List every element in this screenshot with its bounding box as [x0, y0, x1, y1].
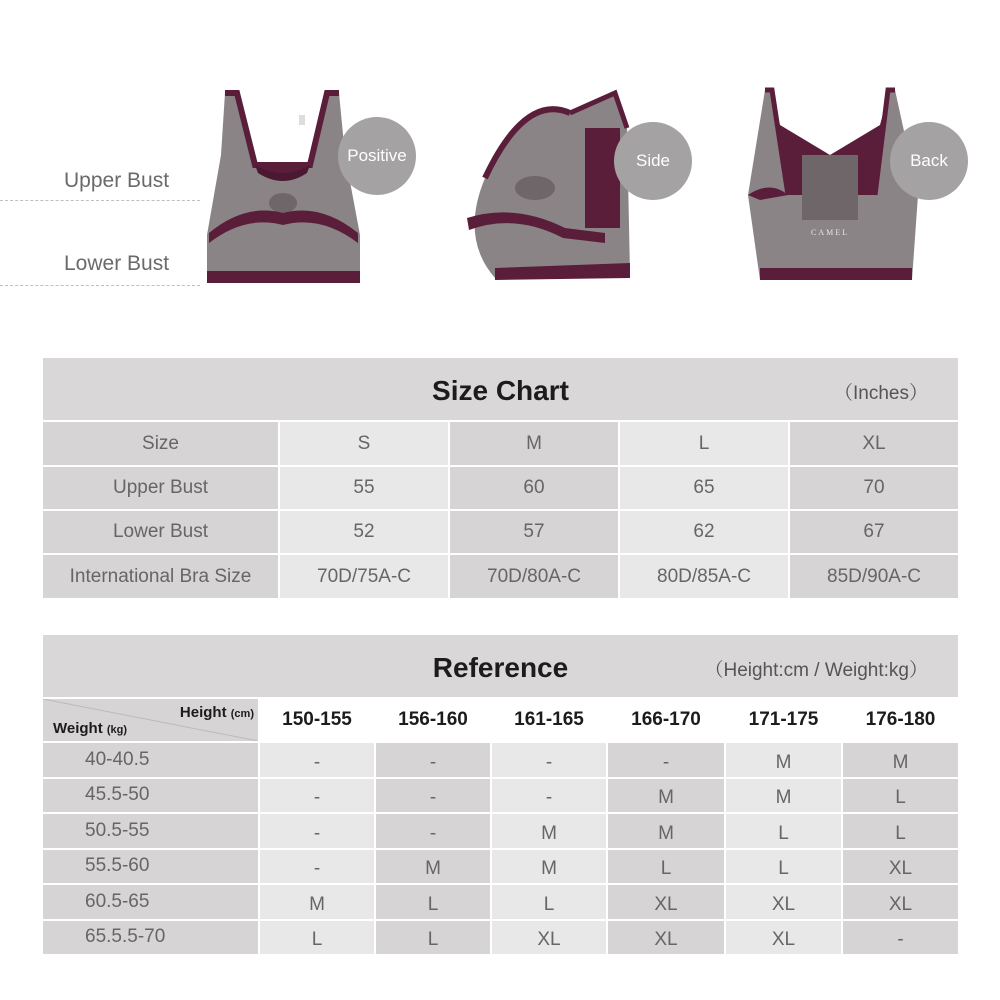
height-header: 150-155	[260, 699, 374, 741]
size-cell: 80D/85A-C	[620, 555, 788, 598]
size-cell: 85D/90A-C	[790, 555, 958, 598]
reference-cell: -	[260, 814, 374, 848]
reference-cell: -	[260, 779, 374, 813]
reference-cell: M	[492, 850, 606, 884]
reference-cell: -	[260, 743, 374, 777]
lower-bust-label: Lower Bust	[64, 252, 170, 275]
size-cell: 57	[450, 511, 618, 553]
reference-cell: M	[608, 814, 724, 848]
reference-cell: XL	[726, 921, 841, 955]
weight-row-label: 45.5-50	[43, 779, 258, 813]
row-label-size: Size	[43, 422, 278, 465]
size-chart-title: Size Chart	[432, 375, 569, 406]
reference-cell: M	[608, 779, 724, 813]
upper-bust-guide-line	[0, 200, 200, 201]
size-cell: 62	[620, 511, 788, 553]
size-cell: L	[620, 422, 788, 465]
back-logo: CAMEL	[811, 228, 849, 237]
height-header: 176-180	[843, 699, 958, 741]
view-badge-back: Back	[890, 122, 968, 200]
row-label-lower-bust: Lower Bust	[43, 511, 278, 553]
reference-cell: -	[843, 921, 958, 955]
upper-bust-label: Upper Bust	[64, 169, 170, 192]
reference-cell: XL	[726, 885, 841, 919]
reference-table	[43, 635, 958, 955]
size-cell: 70D/75A-C	[280, 555, 448, 598]
weight-row-label: 50.5-55	[43, 814, 258, 848]
reference-cell: L	[608, 850, 724, 884]
size-cell: XL	[790, 422, 958, 465]
side-view-image	[455, 88, 640, 288]
back-view-image	[740, 85, 920, 285]
reference-cell: M	[260, 885, 374, 919]
reference-unit: （Height:cm / Weight:kg）	[704, 660, 928, 681]
height-header: 156-160	[376, 699, 490, 741]
lower-bust-guide-line	[0, 285, 200, 286]
weight-row-label: 65.5.5-70	[43, 921, 258, 955]
weight-row-label: 60.5-65	[43, 885, 258, 919]
weight-row-label: 40-40.5	[43, 743, 258, 777]
reference-cell: XL	[843, 850, 958, 884]
reference-title: Reference	[432, 652, 569, 683]
reference-cell: L	[843, 814, 958, 848]
size-cell: 70	[790, 467, 958, 509]
size-cell: 60	[450, 467, 618, 509]
size-chart-unit: （Inches）	[834, 383, 928, 404]
reference-cell: L	[726, 814, 841, 848]
front-view-image	[195, 85, 370, 290]
reference-cell: XL	[492, 921, 606, 955]
reference-cell: -	[608, 743, 724, 777]
reference-cell: -	[492, 779, 606, 813]
size-cell: 65	[620, 467, 788, 509]
reference-cell: XL	[608, 885, 724, 919]
reference-cell: M	[726, 743, 841, 777]
row-label-intl-bra-size: International Bra Size	[43, 555, 278, 598]
size-cell: 52	[280, 511, 448, 553]
size-chart-table	[43, 358, 958, 598]
size-cell: 55	[280, 467, 448, 509]
reference-cell: L	[726, 850, 841, 884]
size-cell: M	[450, 422, 618, 465]
reference-cell: -	[376, 814, 490, 848]
reference-cell: L	[260, 921, 374, 955]
reference-cell: M	[376, 850, 490, 884]
reference-cell: -	[376, 779, 490, 813]
size-cell: S	[280, 422, 448, 465]
reference-cell: XL	[843, 885, 958, 919]
reference-cell: M	[726, 779, 841, 813]
reference-cell: M	[492, 814, 606, 848]
size-cell: 70D/80A-C	[450, 555, 618, 598]
corner-height-label: Height (cm)	[179, 704, 254, 721]
reference-cell: L	[376, 921, 490, 955]
height-header: 166-170	[608, 699, 724, 741]
weight-row-label: 55.5-60	[43, 850, 258, 884]
view-badge-side: Side	[614, 122, 692, 200]
reference-cell: XL	[608, 921, 724, 955]
reference-cell: L	[492, 885, 606, 919]
corner-weight-label: Weight (kg)	[53, 720, 128, 737]
product-views	[0, 0, 1000, 340]
height-header: 161-165	[492, 699, 606, 741]
reference-cell: -	[376, 743, 490, 777]
reference-cell: -	[260, 850, 374, 884]
height-header: 171-175	[726, 699, 841, 741]
view-badge-positive: Positive	[338, 117, 416, 195]
reference-corner-cell	[43, 699, 258, 741]
reference-cell: -	[492, 743, 606, 777]
row-label-upper-bust: Upper Bust	[43, 467, 278, 509]
size-cell: 67	[790, 511, 958, 553]
reference-cell: M	[843, 743, 958, 777]
reference-cell: L	[843, 779, 958, 813]
reference-cell: L	[376, 885, 490, 919]
